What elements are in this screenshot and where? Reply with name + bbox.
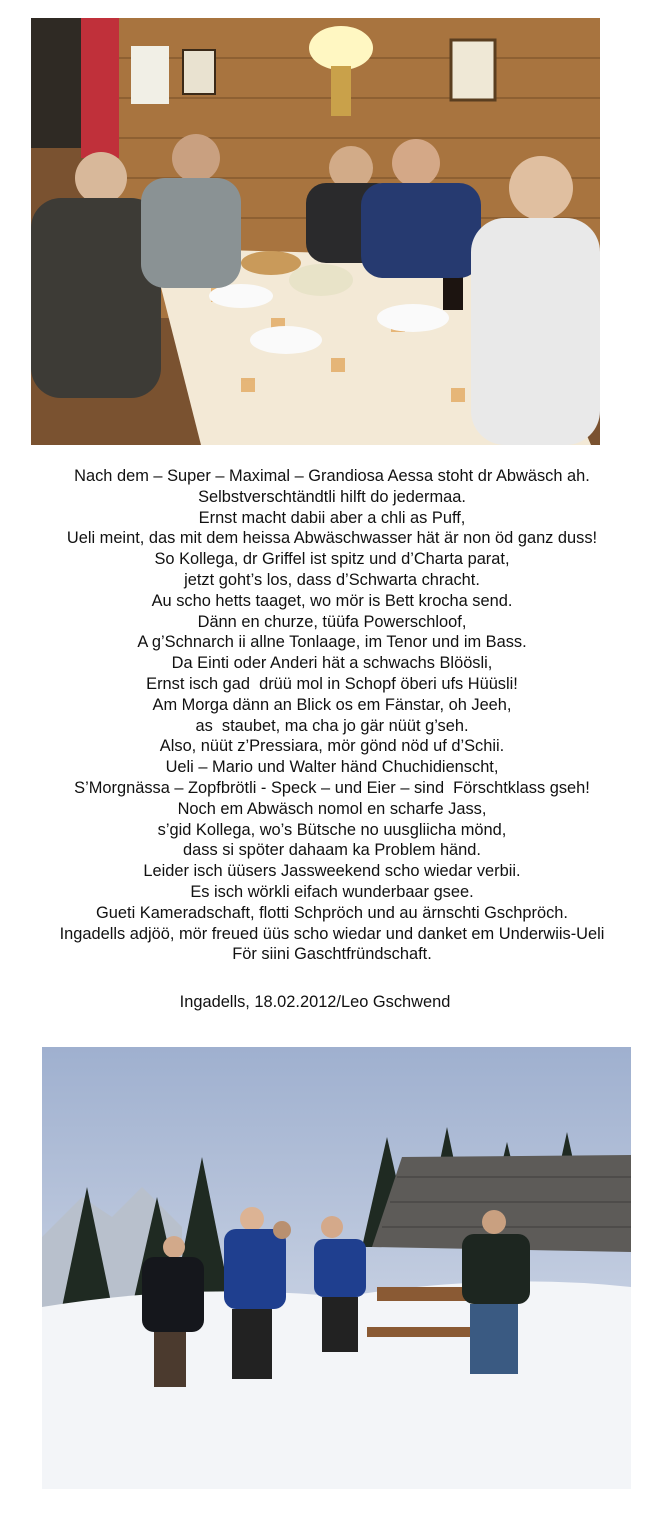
snow-group-photo: [42, 1047, 631, 1489]
poem-line: Ingadells adjöö, mör freued üüs scho wiedar und danket em Underwiis-Ueli: [59, 924, 605, 943]
poem-line: Nach dem – Super – Maximal – Grandiosa Aessa stoht dr Abwäsch ah.: [74, 467, 590, 485]
poem-line: Ueli meint, das mit dem heissa Abwäschwasser hät är non öd ganz duss!: [66, 529, 598, 548]
poem-text: [0, 466, 664, 965]
poem-line: Dänn en churze, tüüfa Powerschloof,: [197, 612, 467, 631]
poem-line: jetzt goht’s los, dass d’Schwarta chracht.: [184, 570, 480, 589]
signature-line: Ingadells, 18.02.2012/Leo Gschwend: [179, 993, 451, 1011]
poem-line: Gueti Kameradschaft, flotti Schpröch und au ärnschti Gschpröch.: [96, 903, 568, 922]
poem-line: So Kollega, dr Griffel ist spitz und d’Charta parat,: [154, 550, 510, 569]
poem-line: S’Morgnässa – Zopfbrötli - Speck – und Eier – sind Förschtklass gseh!: [74, 778, 590, 797]
poem-line: Ueli – Mario und Walter händ Chuchidienscht,: [165, 758, 499, 777]
poem-line: För siini Gaschtfründschaft.: [232, 945, 432, 964]
poem-line: Da Einti oder Anderi hät a schwachs Blöösli,: [171, 654, 493, 673]
indoor-dinner-photo: [31, 18, 600, 445]
poem-line: Am Morga dänn an Blick os em Fänstar, oh Jeeh,: [152, 695, 512, 714]
poem-line: Selbstverschtändtli hilft do jedermaa.: [198, 487, 466, 506]
poem-line: s’gid Kollega, wo’s Bütsche no uusgliicha mönd,: [157, 820, 507, 839]
poem-line: Es isch wörkli eifach wunderbaar gsee.: [190, 882, 474, 901]
poem-line: Au scho hetts taaget, wo mör is Bett krocha send.: [151, 591, 513, 610]
poem-line: Also, nüüt z’Pressiara, mör gönd nöd uf d’Schii.: [159, 737, 505, 756]
poem-line: dass si spöter dahaam ka Problem händ.: [183, 841, 481, 860]
poem-line: Noch em Abwäsch nomol en scharfe Jass,: [177, 799, 487, 818]
poem-line: Ernst macht dabii aber a chli as Puff,: [198, 508, 466, 527]
poem-line: Leider isch üüsers Jassweekend scho wiedar verbii.: [143, 862, 521, 881]
poem-line: as staubet, ma cha jo gär nüüt g’seh.: [195, 716, 469, 735]
poem-line: Ernst isch gad drüü mol in Schopf öberi ufs Hüüsli!: [146, 674, 518, 693]
poem-line: A g’Schnarch ii allne Tonlaage, im Tenor und im Bass.: [137, 633, 527, 652]
